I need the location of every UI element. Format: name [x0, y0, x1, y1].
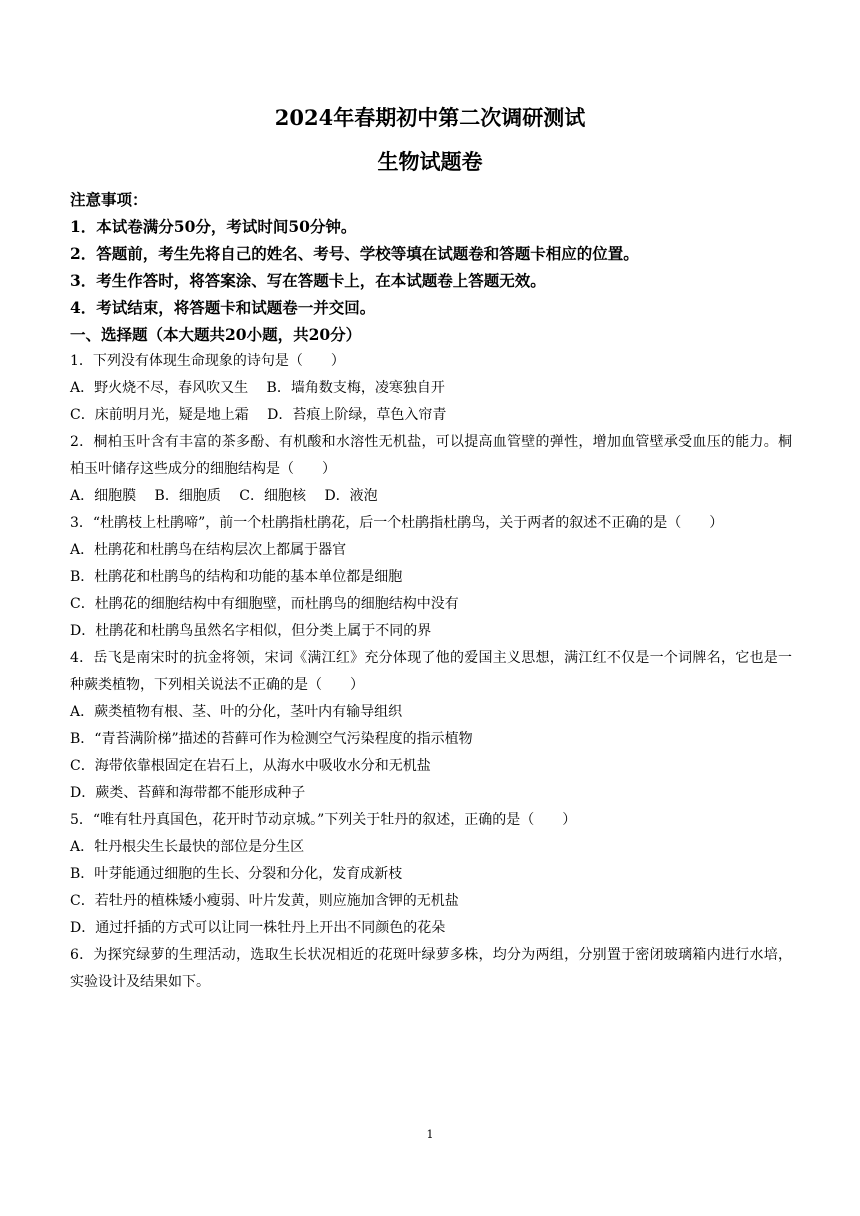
question-stem: 4．岳飞是南宋时的抗金将领，宋词《满江红》充分体现了他的爱国主义思想，满江红不仅是一个词牌名，它也是一种蕨类植物，下列相关说法不正确的是（ ） [70, 650, 792, 693]
question-option: D．杜鹃花和杜鹃鸟虽然名字相似，但分类上属于不同的界 [70, 623, 432, 639]
question-option: B．叶芽能通过细胞的生长、分裂和分化，发育成新枝 [70, 866, 403, 882]
question-option: D．蕨类、苔藓和海带都不能形成种子 [70, 785, 306, 801]
question-option: C．杜鹃花的细胞结构中有细胞壁，而杜鹃鸟的细胞结构中没有 [70, 596, 459, 612]
notice-section [70, 186, 792, 321]
question-options: C．床前明月光，疑是地上霜 D．苔痕上阶绿，草色入帘青 [70, 407, 447, 423]
page-number: 1 [426, 1128, 434, 1141]
exam-title: 2024年春期初中第二次调研测试 [274, 105, 586, 130]
question-option: D．通过扦插的方式可以让同一株牡丹上开出不同颜色的花朵 [70, 920, 446, 936]
question-options: A．野火烧不尽，春风吹又生 B．墙角数支梅，凌寒独自开 [70, 380, 445, 396]
question-option: B．“青苔满阶梯”描述的苔藓可作为检测空气污染程度的指示植物 [70, 731, 473, 747]
question-stem: 6．为探究绿萝的生理活动，选取生长状况相近的花斑叶绿萝多株，均分为两组，分别置于密闭玻璃箱内进行水培，实验设计及结果如下。 [70, 947, 792, 990]
notice-item: 1．本试卷满分50分，考试时间50分钟。 [70, 217, 357, 236]
section-heading: 一、选择题（本大题共20小题，共20分） [70, 325, 362, 344]
question-option: C．若牡丹的植株矮小瘦弱、叶片发黄，则应施加含钾的无机盐 [70, 893, 459, 909]
question-3 [70, 510, 792, 645]
notice-item: 2．答题前，考生先将自己的姓名、考号、学校等填在试题卷和答题卡相应的位置。 [70, 244, 639, 263]
exam-body [70, 186, 792, 996]
notice-heading: 注意事项： [70, 190, 148, 209]
question-1 [70, 348, 792, 429]
question-options: A．细胞膜 B．细胞质 C．细胞核 D．液泡 [70, 488, 378, 504]
question-2 [70, 429, 792, 510]
question-5 [70, 807, 792, 942]
question-6 [70, 942, 792, 996]
question-stem: 3．“杜鹃枝上杜鹃啼”，前一个杜鹃指杜鹃花，后一个杜鹃指杜鹃鸟，关于两者的叙述不正确的是（ ） [70, 515, 724, 531]
notice-item: 4．考试结束，将答题卡和试题卷一并交回。 [70, 298, 376, 317]
exam-subtitle: 生物试题卷 [377, 149, 483, 174]
question-option: B．杜鹃花和杜鹃鸟的结构和功能的基本单位都是细胞 [70, 569, 403, 585]
question-stem: 1．下列没有体现生命现象的诗句是（ ） [70, 353, 345, 369]
question-option: A．杜鹃花和杜鹃鸟在结构层次上都属于器官 [70, 542, 347, 558]
notice-item: 3．考生作答时，将答案涂、写在答题卡上，在本试题卷上答题无效。 [70, 271, 546, 290]
question-stem: 5．“唯有牡丹真国色，花开时节动京城。”下列关于牡丹的叙述，正确的是（ ） [70, 812, 577, 828]
question-stem: 2．桐柏玉叶含有丰富的茶多酚、有机酸和水溶性无机盐，可以提高血管壁的弹性，增加血管壁承受血压的能力。桐柏玉叶储存这些成分的细胞结构是（ ） [70, 434, 792, 477]
question-option: A．牡丹根尖生长最快的部位是分生区 [70, 839, 305, 855]
question-4 [70, 645, 792, 807]
question-option: A．蕨类植物有根、茎、叶的分化，茎叶内有输导组织 [70, 704, 403, 720]
question-option: C．海带依靠根固定在岩石上，从海水中吸收水分和无机盐 [70, 758, 431, 774]
